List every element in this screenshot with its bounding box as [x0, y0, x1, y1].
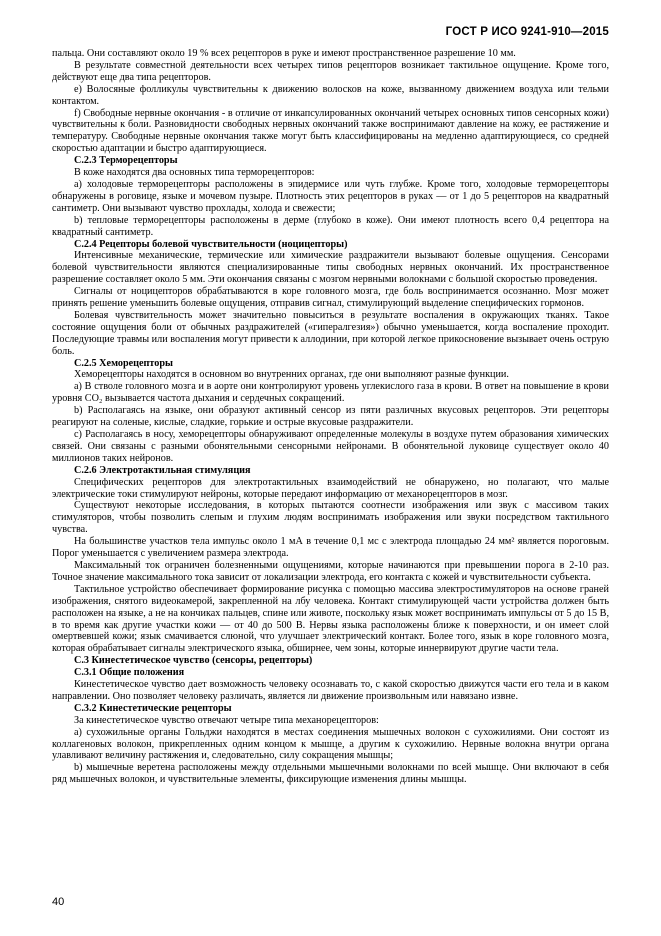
- paragraph: пальца. Они составляют около 19 % всех рецепторов в руке и имеют пространственное разрешение 10 мм.: [52, 48, 516, 59]
- paragraph: Тактильное устройство обеспечивает формирование рисунка с помощью массива электростимуляторов на основе граней изображения, снятого видеокамерой, закрепленной на лбу человека. Контакт стимулирующей части устройства должен быть расположен на языке, а не на кончиках пальцев, спине или животе, поскольку язык может воспринимать импульсы от 5 до 15 В, в то время как другие участки кожи — от 40 до 500 В. Нервы языка расположены ближе к поверхности, и он имеет слой омертвевшей кожи; язык смачивается слюной, что улучшает электрический контакт. Более того, язык в коре головного мозга, которая обрабатывает сигналы электрического языка, обширнее, чем зоны, которые иннервируют другие части тела.: [52, 583, 609, 655]
- paragraph: b) Располагаясь на языке, они образуют активный сенсор из пяти различных вкусовых рецепторов. Эти рецепторы реагируют на соленые, кислые, сладкие, горькие и острые вкусовые раздражители.: [52, 405, 609, 429]
- paragraph: Сигналы от ноцицепторов обрабатываются в коре головного мозга, где боль воспринимается осознанно. Мозг может принять решение уменьшить болевые ощущения, отправив сигнал, стимулирующий выделение специфических гормонов.: [52, 286, 609, 310]
- paragraph: Специфических рецепторов для электротактильных взаимодействий не обнаружено, но полагают, что малые электрические токи стимулируют нейроны, которые передают информацию от механорецепторов в мозг.: [52, 476, 609, 500]
- section-heading: С.2.3 Терморецепторы: [74, 155, 178, 167]
- paragraph: а) холодовые терморецепторы расположены в эпидермисе или чуть глубже. Кроме того, холодовые терморецепторы обнаружены в роговице, языке и мочевом пузыре. Плотность этих рецепторов в руках — от 1 до 5 рецепторов на квадратный сантиметр. Они вызывают чувство прохлады, холода и свежести;: [52, 178, 609, 214]
- section-heading: С.3.2 Кинестетические рецепторы: [74, 702, 232, 714]
- paragraph: Существуют некоторые исследования, в которых пытаются соотнести изображения или звук с массивом таких стимуляторов, чтобы позволить слепым и глухим людям воспринимать изображения или звуки посредством тактильного чувства.: [52, 500, 609, 536]
- section-heading: С.2.5 Хеморецепторы: [74, 357, 173, 369]
- paragraph: Болевая чувствительность может значительно повыситься в результате воспаления в окружающих тканях. Такое состояние ощущения боли от обычных раздражителей («гипералгезия») обычно уменьшается, когда воспаление проходит. Последующие травмы или воспаления могут привести к аллодинии, при которой легкое прикосновение вызывает очень острую боль.: [52, 309, 609, 357]
- paragraph: b) мышечные веретена расположены между отдельными мышечными волокнами по всей мышце. Они включают в себя ряд мышечных волокон, и чувствительные элементы, фиксирующие изменения длины мышцы.: [52, 762, 609, 786]
- page-header: ГОСТ Р ИСО 9241-910—2015: [445, 26, 609, 38]
- paragraph: f) Свободные нервные окончания - в отличие от инкапсулированных окончаний четырех основных типов сенсорных кожи) чувствительны к боли. Разновидности свободных нервных окончаний также воспринимают давление на кожу, ее растяжение и температуру. Свободные нервные окончания также могут быть классифицированы на медленно адаптирующиеся, со средней скоростью адаптации и быстро адаптирующиеся.: [52, 107, 609, 155]
- paragraph: а) В стволе головного мозга и в аорте они контролируют уровень углекислого газа в крови. В ответ на повышение в крови уровня CO₂ вызывается частота дыхания и сердечных сокращений.: [52, 381, 609, 405]
- section-heading: С.2.4 Рецепторы болевой чувствительности (ноцицепторы): [74, 238, 348, 250]
- paragraph: Интенсивные механические, термические или химические раздражители вызывают болевые ощущения. Сенсорами болевой чувствительности являются специализированные типы свободных нервных окончаний. Их пространственное разрешение составляет около 5 мм. Эти окончания связаны с мозгом нервными волокнами с большой скоростью проведения.: [52, 250, 609, 286]
- paragraph: а) сухожильные органы Гольджи находятся в местах соединения мышечных волокон с сухожилиями. Они состоят из коллагеновых волокон, прикрепленных одним концом к мышце, а другим к сухожилию. Нервные волокна внутри органа улавливают величину растяжения и, следовательно, силу сокращения мышцы;: [52, 726, 609, 762]
- section-heading: С.2.6 Электротактильная стимуляция: [74, 464, 251, 476]
- paragraph: b) тепловые терморецепторы расположены в дерме (глубоко в коже). Они имеют плотность всего 0,4 рецептора на квадратный сантиметр.: [52, 214, 609, 238]
- paragraph: е) Волосяные фолликулы чувствительны к движению волосков на коже, вызванному движением воздуха или тельми контактом.: [52, 83, 609, 107]
- paragraph: Хеморецепторы находятся в основном во внутренних органах, где они выполняют разные функции.: [74, 369, 509, 381]
- paragraph: Максимальный ток ограничен болезненными ощущениями, которые начинаются при превышении порога в 2-10 раз. Точное значение максимального тока зависит от локализации электрода, его контакта с кожей и чувствительности субъекта.: [52, 559, 609, 583]
- paragraph: с) Располагаясь в носу, хеморецепторы обнаруживают определенные молекулы в воздухе путем образования химических связей. Они связаны с разными обонятельными сенсорными нейронами. В обонятельной луковице существует около 40 миллионов таких нейронов.: [52, 429, 609, 464]
- page-number: 40: [52, 896, 65, 908]
- document-body: [52, 48, 609, 786]
- section-heading: С.3.1 Общие положения: [74, 667, 185, 679]
- paragraph: Кинестетическое чувство дает возможность человеку осознавать то, с какой скоростью движутся части его тела и в каком направлении. Оно позволяет человеку различать, является ли движение произвольным или навязано извне.: [52, 679, 609, 702]
- paragraph: За кинестетическое чувство отвечают четыре типа механорецепторов:: [74, 714, 379, 726]
- paragraph: На большинстве участков тела импульс около 1 мА в течение 0,1 мс с электрода площадью 24 мм² является пороговым. Порог уменьшается с увеличением размера электрода.: [52, 536, 609, 560]
- paragraph: В коже находятся два основных типа терморецепторов:: [74, 167, 315, 179]
- paragraph: В результате совместной деятельности всех четырех типов рецепторов возникает тактильное ощущение. Кроме того, действуют еще два типа рецепторов.: [52, 59, 609, 83]
- section-heading: С.3 Кинестетическое чувство (сенсоры, рецепторы): [74, 655, 313, 667]
